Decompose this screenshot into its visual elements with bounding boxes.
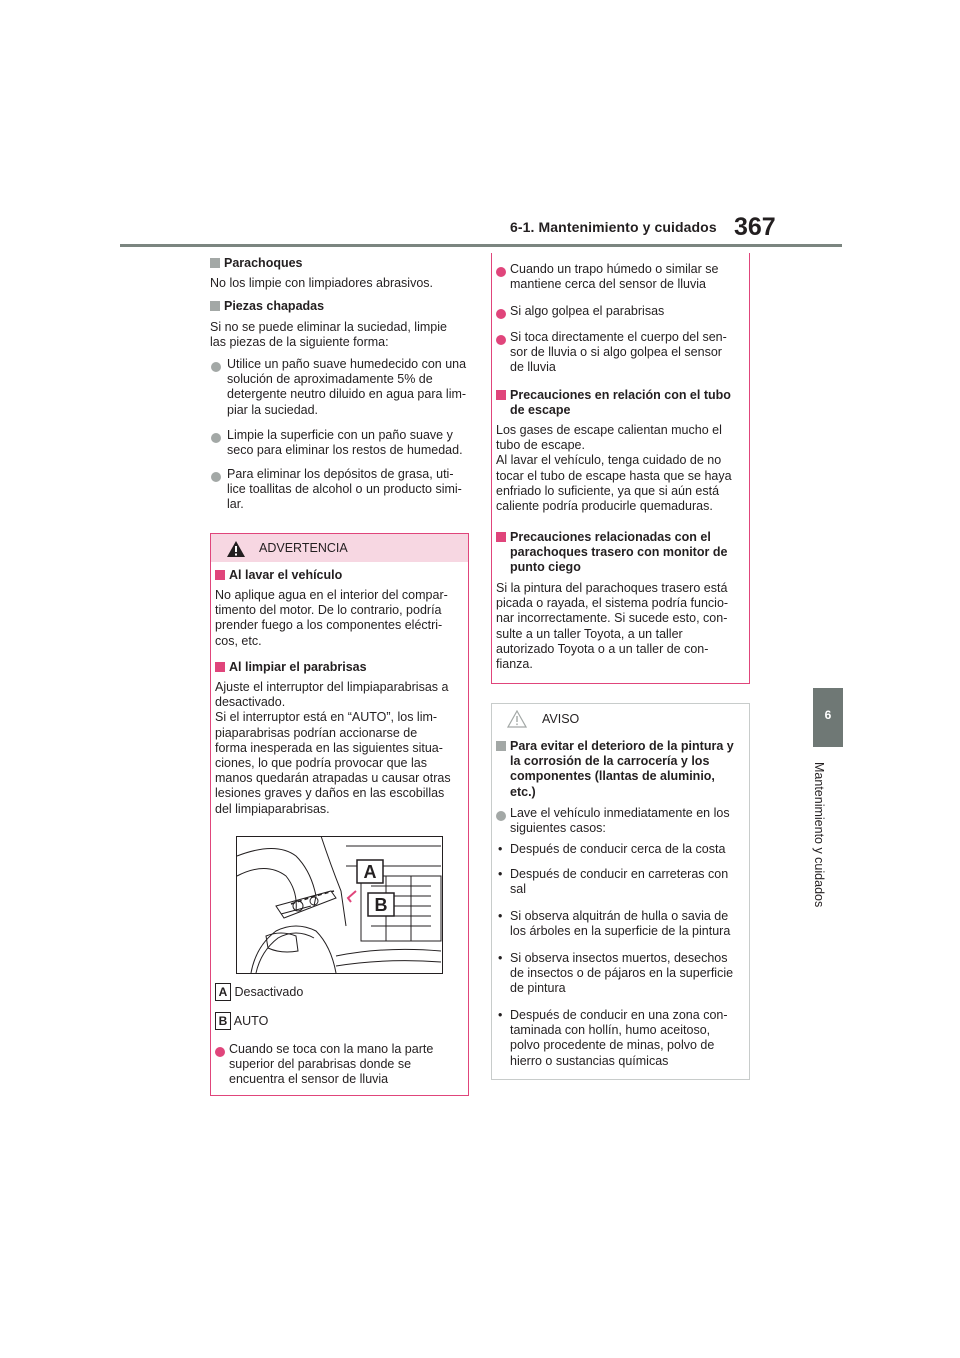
parachoques-text: No los limpie con limpiadores abrasivos. — [210, 276, 434, 291]
round-bullet-icon — [496, 335, 506, 345]
chapter-label: Mantenimiento y cuidados — [812, 762, 826, 908]
notice-bullet: Lave el vehículo inmediatamente en los siguientes casos: — [510, 806, 730, 836]
square-bullet-icon — [496, 390, 506, 400]
parachoques-heading: Parachoques — [210, 256, 470, 271]
piezas-heading: Piezas chapadas — [210, 299, 470, 314]
square-bullet-icon — [496, 741, 506, 751]
notice-title: Para evitar el deterioro de la pintura y la corrosión de la carrocería y los componentes (llantas de aluminio, etc.) — [496, 739, 734, 800]
round-bullet-icon — [496, 309, 506, 319]
svg-text:A: A — [363, 862, 377, 882]
warning-lavar-heading: Al lavar el vehículo — [215, 568, 342, 583]
notice-list-item: • Si observa alquitrán de hulla o savia de los árboles en la superficie de la pintura — [498, 909, 731, 939]
notice-list-item: • Si observa insectos muertos, desechos de insectos o de pájaros en la superficie de pintura — [498, 951, 734, 996]
bullet-item: Limpie la superficie con un paño suave y seco para eliminar los restos de humedad. — [227, 428, 463, 458]
bullet-item: Utilice un paño suave humedecido con una solución de aproximadamente 5% de detergente neutro diluido en agua para lim- piar la suciedad. — [227, 357, 467, 417]
piezas-text: Si no se puede eliminar la suciedad, limpie las piezas de la siguiente forma: — [210, 319, 447, 349]
notice-list-item: • Después de conducir cerca de la costa — [498, 842, 726, 856]
section-title: 6-1. Mantenimiento y cuidados — [510, 219, 717, 235]
bullet-item: Para eliminar los depósitos de grasa, uti- lice toallitas de alcohol o un producto simi- lar. — [227, 467, 462, 512]
round-bullet-icon — [211, 472, 221, 482]
wiper-switch-illustration — [236, 836, 443, 974]
legend-b: B AUTO — [215, 1012, 268, 1030]
round-bullet-icon — [215, 1047, 225, 1057]
round-bullet-icon — [211, 433, 221, 443]
warning-bullet: Si toca directamente el cuerpo del sen- sor de lluvia o si algo golpea el sensor de lluvia — [510, 330, 727, 375]
warning-bullet: Cuando se toca con la mano la parte superior del parabrisas donde se encuentra el sensor de lluvia — [229, 1042, 434, 1087]
round-bullet-icon — [211, 362, 221, 372]
label-a-badge: A — [215, 983, 231, 1001]
warning-heading: ADVERTENCIA — [259, 541, 348, 555]
square-bullet-icon — [496, 532, 506, 542]
monitor-text: Si la pintura del parachoques trasero está picada o rayada, el sistema podría funcio- nar incorrectamente. Si sucede esto, con- sulte a un taller Toyota, a un taller autorizado Toyota o a un taller de con- fianza. — [496, 581, 729, 672]
warning-bullet: Cuando un trapo húmedo o similar se mantiene cerca del sensor de lluvia — [510, 262, 719, 292]
round-bullet-icon — [496, 811, 506, 821]
legend-a: A Desactivado — [215, 983, 303, 1001]
header-rule — [120, 244, 842, 247]
escape-text: Los gases de escape calientan mucho el tubo de escape. Al lavar el vehículo, tenga cuidado de no tocar el tubo de escape hasta que se haya enfriado lo suficiente, ya que si aún está caliente podría producirle quemaduras. — [496, 423, 732, 514]
warning-triangle-icon — [226, 540, 246, 558]
caution-triangle-icon — [507, 710, 527, 728]
round-bullet-icon — [496, 267, 506, 277]
label-b-badge: B — [215, 1012, 231, 1030]
warning-lavar-text: No aplique agua en el interior del compar- timento del motor. De lo contrario, podría prender fuego a los componentes eléctri- cos, etc. — [215, 588, 448, 648]
escape-heading: Precauciones en relación con el tubo de escape — [496, 388, 731, 418]
page-number: 367 — [734, 213, 776, 241]
warning-limpiar-text: Ajuste el interruptor del limpiaparabrisas a desactivado. Si el interruptor está en “AUTO”, los lim- piaparabrisas podrían accionarse de forma inesperada en las siguientes situa- ciones, lo que podría provocar que las manos quedarán atrapadas u causar otras lesiones graves y daños en las escobillas del limpiaparabrisas. — [215, 680, 451, 816]
svg-text:B: B — [374, 895, 388, 915]
warning-header — [211, 534, 468, 562]
notice-list-item: • Después de conducir en una zona con- taminada con hollín, humo aceitoso, polvo procedente de minas, polvo de hierro o sustancias químicas — [498, 1008, 728, 1068]
warning-bullet: Si algo golpea el parabrisas — [510, 304, 665, 318]
notice-list-item: • Después de conducir en carreteras con sal — [498, 867, 729, 897]
chapter-tab: 6 — [813, 688, 843, 747]
square-bullet-icon — [215, 570, 225, 580]
square-bullet-icon — [210, 258, 220, 268]
notice-heading: AVISO — [542, 712, 580, 726]
square-bullet-icon — [210, 301, 220, 311]
left-column — [210, 256, 470, 350]
monitor-heading: Precauciones relacionadas con el parachoques trasero con monitor de punto ciego — [496, 530, 727, 576]
warning-limpiar-heading: Al limpiar el parabrisas — [215, 660, 367, 675]
square-bullet-icon — [215, 662, 225, 672]
